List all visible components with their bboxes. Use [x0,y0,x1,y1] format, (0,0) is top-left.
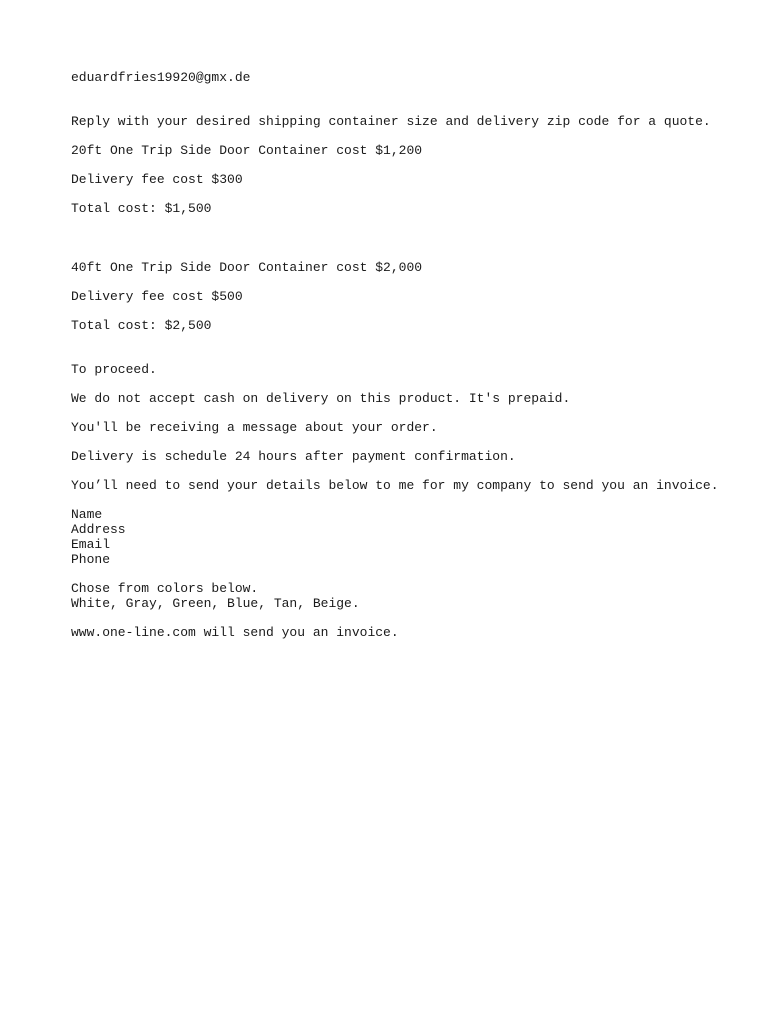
sender-email: eduardfries19920@gmx.de [71,70,251,85]
details-request-text: You’ll need to send your details below to me for my company to send you an invoice. [71,478,719,493]
quote-total: Total cost: $2,500 [71,318,212,333]
quote-20ft [71,143,731,216]
color-prompt: Chose from colors below. [71,581,259,596]
quote-item: 40ft One Trip Side Door Container cost $2,000 [71,260,423,275]
no-cash-text: We do not accept cash on delivery on this product. It's prepaid. [71,391,571,406]
proceed-text: To proceed. [71,362,157,377]
invoice-note: www.one-line.com will send you an invoice. [71,625,399,640]
color-options [71,581,731,611]
quote-delivery: Delivery fee cost $300 [71,172,243,187]
details-fields-list [71,507,731,567]
color-list: White, Gray, Green, Blue, Tan, Beige. [71,596,360,611]
field-name: Name [71,507,103,522]
order-message-text: You'll be receiving a message about your order. [71,420,438,435]
field-phone: Phone [71,552,111,567]
email-body [71,70,731,640]
quote-item: 20ft One Trip Side Door Container cost $1,200 [71,143,423,158]
field-address: Address [71,522,126,537]
field-email: Email [71,537,111,552]
intro-text: Reply with your desired shipping container size and delivery zip code for a quote. [71,114,711,129]
quote-delivery: Delivery fee cost $500 [71,289,243,304]
schedule-text: Delivery is schedule 24 hours after payment confirmation. [71,449,516,464]
quote-total: Total cost: $1,500 [71,201,212,216]
quote-40ft [71,260,731,333]
